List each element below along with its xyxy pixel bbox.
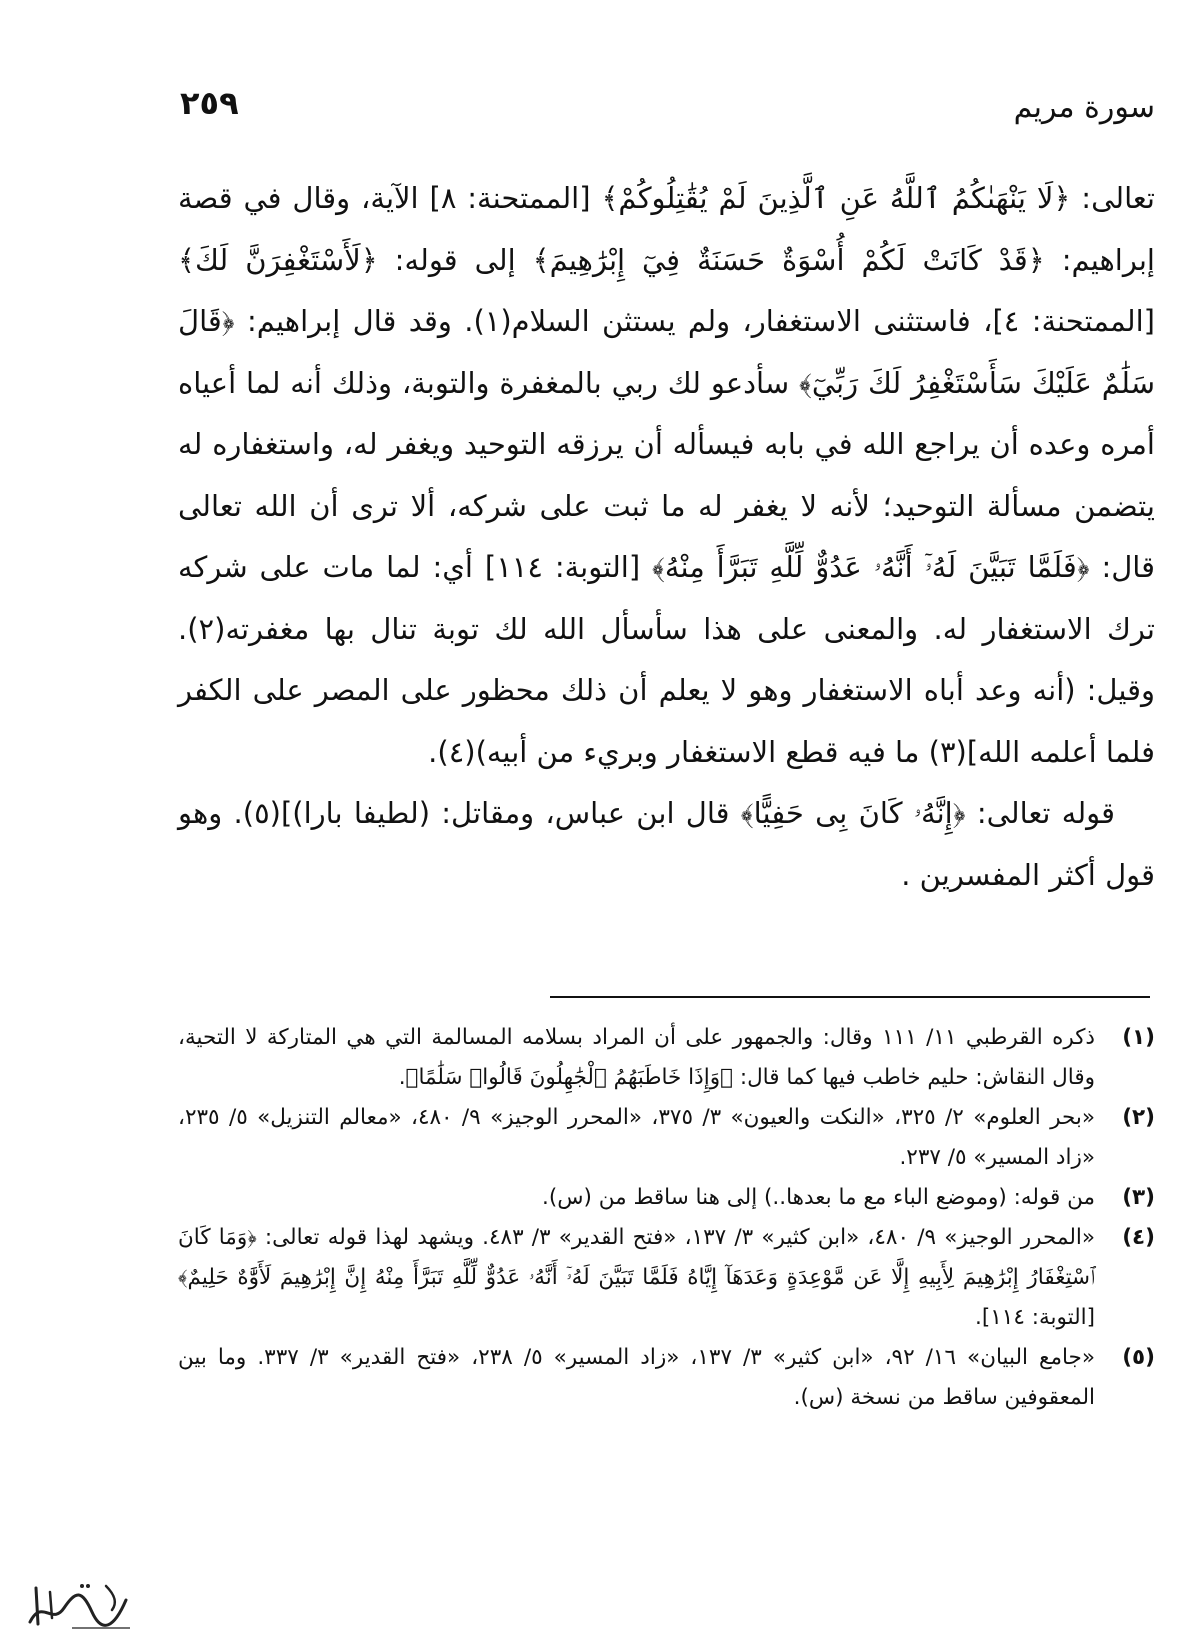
body-paragraph: قوله تعالى: ﴿إِنَّهُۥ كَانَ بِى حَفِيًّا﴾ قال ابن عباس، ومقاتل: (لطيفا بارا)](٥). وهو قول أكثر المفسرين . <box>178 796 1155 892</box>
footnote-number: (١) <box>1122 1025 1155 1050</box>
footnote-text: من قوله: (وموضع الباء مع ما بعدها..) إلى هنا ساقط من (س). <box>542 1185 1095 1210</box>
footnote-text: «بحر العلوم» ٢/ ٣٢٥، «النكت والعيون» ٣/ ٣٧٥، «المحرر الوجيز» ٩/ ٤٨٠، «معالم التنزيل» ٥/ ٢٣٥، «زاد المسير» ٥/ ٢٣٧. <box>178 1105 1095 1170</box>
main-text <box>178 168 1155 906</box>
footnote-number: (٥) <box>1122 1345 1155 1370</box>
footnote-number: (٢) <box>1122 1105 1155 1130</box>
footnote <box>178 1338 1155 1418</box>
footnote-separator <box>550 996 1150 998</box>
footnote <box>178 1218 1155 1338</box>
calligraphy-logo-icon <box>22 1578 142 1636</box>
footnotes <box>178 1018 1155 1418</box>
body-paragraph: تعالى: ﴿لَا يَنْهَىٰكُمُ ٱللَّهُ عَنِ ٱلَّذِينَ لَمْ يُقَٰتِلُوكُمْ﴾ [الممتحنة: ٨] الآية، وقال في قصة إبراهيم: ﴿قَدْ كَانَتْ لَكُمْ أُسْوَةٌ حَسَنَةٌ فِيٓ إِبْرَٰهِيمَ﴾ إلى قوله: ﴿لَأَسْتَغْفِرَنَّ لَكَ﴾ [الممتحنة: ٤]، فاستثنى الاستغفار، ولم يستثن السلام(١). وقد قال إبراهيم: ﴿قَالَ سَلَٰمٌ عَلَيْكَ سَأَسْتَغْفِرُ لَكَ رَبِّيٓ﴾ سأدعو لك ربي بالمغفرة والتوبة، وذلك أنه لما أعياه أمره وعده أن يراجع الله في بابه فيسأله أن يرزقه التوحيد ويغفر له، واستغفاره له يتضمن مسألة التوحيد؛ لأنه لا يغفر له ما ثبت على شركه، ألا ترى أن الله تعالى قال: ﴿فَلَمَّا تَبَيَّنَ لَهُۥٓ أَنَّهُۥ عَدُوٌّ لِّلَّهِ تَبَرَّأَ مِنْهُ﴾ [التوبة: ١١٤] أي: لما مات على شركه ترك الاستغفار له. والمعنى على هذا سأسأل الله لك توبة تنال بها مغفرته(٢). وقيل: (أنه وعد أباه الاستغفار وهو لا يعلم أن ذلك محظور على المصر على الكفر فلما أعلمه الله](٣) ما فيه قطع الاستغفار وبريء من أبيه)(٤). <box>178 181 1155 769</box>
footnote <box>178 1098 1155 1178</box>
footnote <box>178 1018 1155 1098</box>
footnote <box>178 1178 1155 1218</box>
publisher-logo <box>22 1578 142 1636</box>
page-number: ٢٥٩ <box>180 84 239 122</box>
footnote-text: «جامع البيان» ١٦/ ٩٢، «ابن كثير» ٣/ ١٣٧، «زاد المسير» ٥/ ٢٣٨، «فتح القدير» ٣/ ٣٣٧. وما بين المعقوفين ساقط من نسخة (س). <box>178 1345 1095 1410</box>
surah-title: سورة مريم <box>1013 90 1155 125</box>
footnote-number: (٣) <box>1122 1185 1155 1210</box>
page-header <box>180 76 1155 136</box>
footnote-text: «المحرر الوجيز» ٩/ ٤٨٠، «ابن كثير» ٣/ ١٣٧، «فتح القدير» ٣/ ٤٨٣. ويشهد لهذا قوله تعالى: ﴿وَمَا كَانَ ٱسْتِغْفَارُ إِبْرَٰهِيمَ لِأَبِيهِ إِلَّا عَن مَّوْعِدَةٍ وَعَدَهَآ إِيَّاهُ فَلَمَّا تَبَيَّنَ لَهُۥٓ أَنَّهُۥ عَدُوٌّ لِّلَّهِ تَبَرَّأَ مِنْهُ إِنَّ إِبْرَٰهِيمَ لَأَوَّٰهٌ حَلِيمٌ﴾ [التوبة: ١١٤]. <box>178 1225 1096 1330</box>
footnote-number: (٤) <box>1122 1225 1155 1250</box>
footnote-text: ذكره القرطبي ١١/ ١١١ وقال: والجمهور على أن المراد بسلامه المسالمة التي هي المتاركة لا التحية، وقال النقاش: حليم خاطب فيها كما قال: ﴿وَإِذَا خَاطَبَهُمُ ٱلْجَٰهِلُونَ قَالُوا۟ سَلَٰمًا﴾. <box>178 1025 1096 1090</box>
